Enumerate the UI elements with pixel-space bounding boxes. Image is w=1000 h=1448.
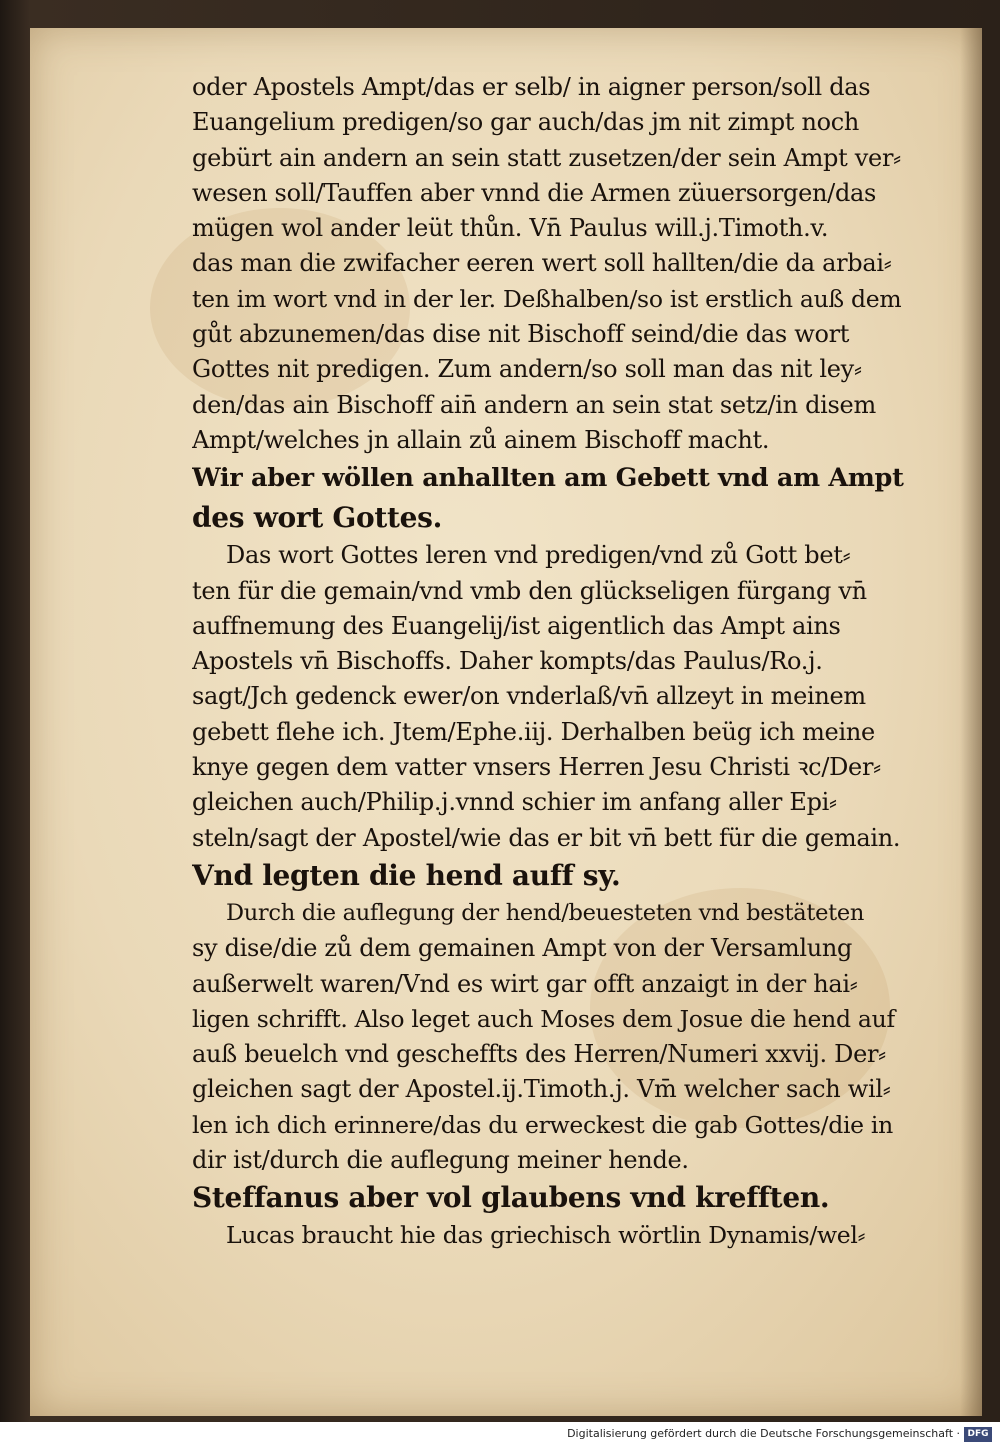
text-line: gebett flehe ich. Jtem/Ephe.iij. Derhalben beüg ich meine (192, 717, 875, 746)
section-heading: Steffanus aber vol glaubens vnd krefften. (192, 1181, 830, 1215)
text-line: sy dise/die zů dem gemainen Ampt von der Versamlung (192, 934, 853, 963)
text-line: ten im wort vnd in der ler. Deßhalben/so ist erstlich auß dem (192, 284, 902, 313)
dfg-logo-icon: DFG (964, 1427, 992, 1442)
text-line: gleichen sagt der Apostel.ij.Timoth.j. Vm̄ welcher sach wil⸗ (192, 1075, 891, 1104)
text-line: sagt/Jch gedenck ewer/on vnderlaß/vn̄ allzeyt in meinem (192, 682, 866, 711)
text-line: knye gegen dem vatter vnsers Herren Jesu Christi ꝛc/Der⸗ (192, 753, 881, 782)
text-line: dir ist/durch die auflegung meiner hende. (192, 1146, 689, 1175)
text-line: ligen schrifft. Also leget auch Moses dem Josue die hend auf (192, 1004, 895, 1033)
text-line: Euangelium predigen/so gar auch/das jm nit zimpt noch (192, 108, 860, 137)
text-line: Ampt/welches jn allain zů ainem Bischoff macht. (192, 425, 770, 454)
text-line: ten für die gemain/vnd vmb den glückseligen fürgang vn̄ (192, 576, 867, 605)
text-line: den/das ain Bischoff ain̄ andern an sein stat setz/in disem (192, 390, 876, 419)
text-line: Lucas braucht hie das griechisch wörtlin Dynamis/wel⸗ (226, 1221, 866, 1250)
text-line: wesen soll/Tauffen aber vnnd die Armen züuersorgen/das (192, 178, 877, 207)
page-text (192, 70, 904, 1254)
text-line: Apostels vn̄ Bischoffs. Daher kompts/das Paulus/Ro.j. (192, 647, 823, 676)
text-line: auffnemung des Euangelij/ist aigentlich das Ampt ains (192, 611, 841, 640)
text-line: gebürt ain andern an sein statt zusetzen/der sein Ampt ver⸗ (192, 143, 901, 172)
text-line: Gottes nit predigen. Zum andern/so soll man das nit ley⸗ (192, 355, 862, 384)
text-line: oder Apostels Ampt/das er selb/ in aigner person/soll das (192, 73, 871, 101)
text-line: Das wort Gottes leren vnd predigen/vnd zů Gott bet⸗ (226, 541, 851, 570)
funding-credit: Digitalisierung gefördert durch die Deutsche Forschungsgemeinschaft · (567, 1427, 960, 1440)
text-line: Durch die auflegung der hend/beuesteten vnd bestäteten (226, 899, 865, 926)
text-line: gůt abzunemen/das dise nit Bischoff seind/die das wort (192, 320, 850, 349)
text-line: len ich dich erinnere/das du erweckest die gab Gottes/die in (192, 1110, 893, 1139)
text-line: auß beuelch vnd gescheffts des Herren/Numeri xxvij. Der⸗ (192, 1040, 886, 1069)
page-edge-shadow (960, 28, 982, 1416)
section-heading: Wir aber wöllen anhallten am Gebett vnd am Ampt (192, 463, 904, 494)
section-heading: des wort Gottes. (192, 501, 443, 535)
text-line: das man die zwifacher eeren wert soll hallten/die da arbai⸗ (192, 249, 892, 278)
text-line: mügen wol ander leüt thůn. Vn̄ Paulus will.j.Timoth.v. (192, 214, 829, 243)
text-line: außerwelt waren/Vnd es wirt gar offt anzaigt in der hai⸗ (192, 969, 858, 998)
section-heading: Vnd legten die hend auff sy. (192, 858, 621, 892)
footer-bar (0, 1422, 1000, 1448)
text-line: steln/sagt der Apostel/wie das er bit vn̄ bett für die gemain. (192, 823, 901, 852)
text-line: gleichen auch/Philip.j.vnnd schier im anfang aller Epi⸗ (192, 788, 837, 817)
